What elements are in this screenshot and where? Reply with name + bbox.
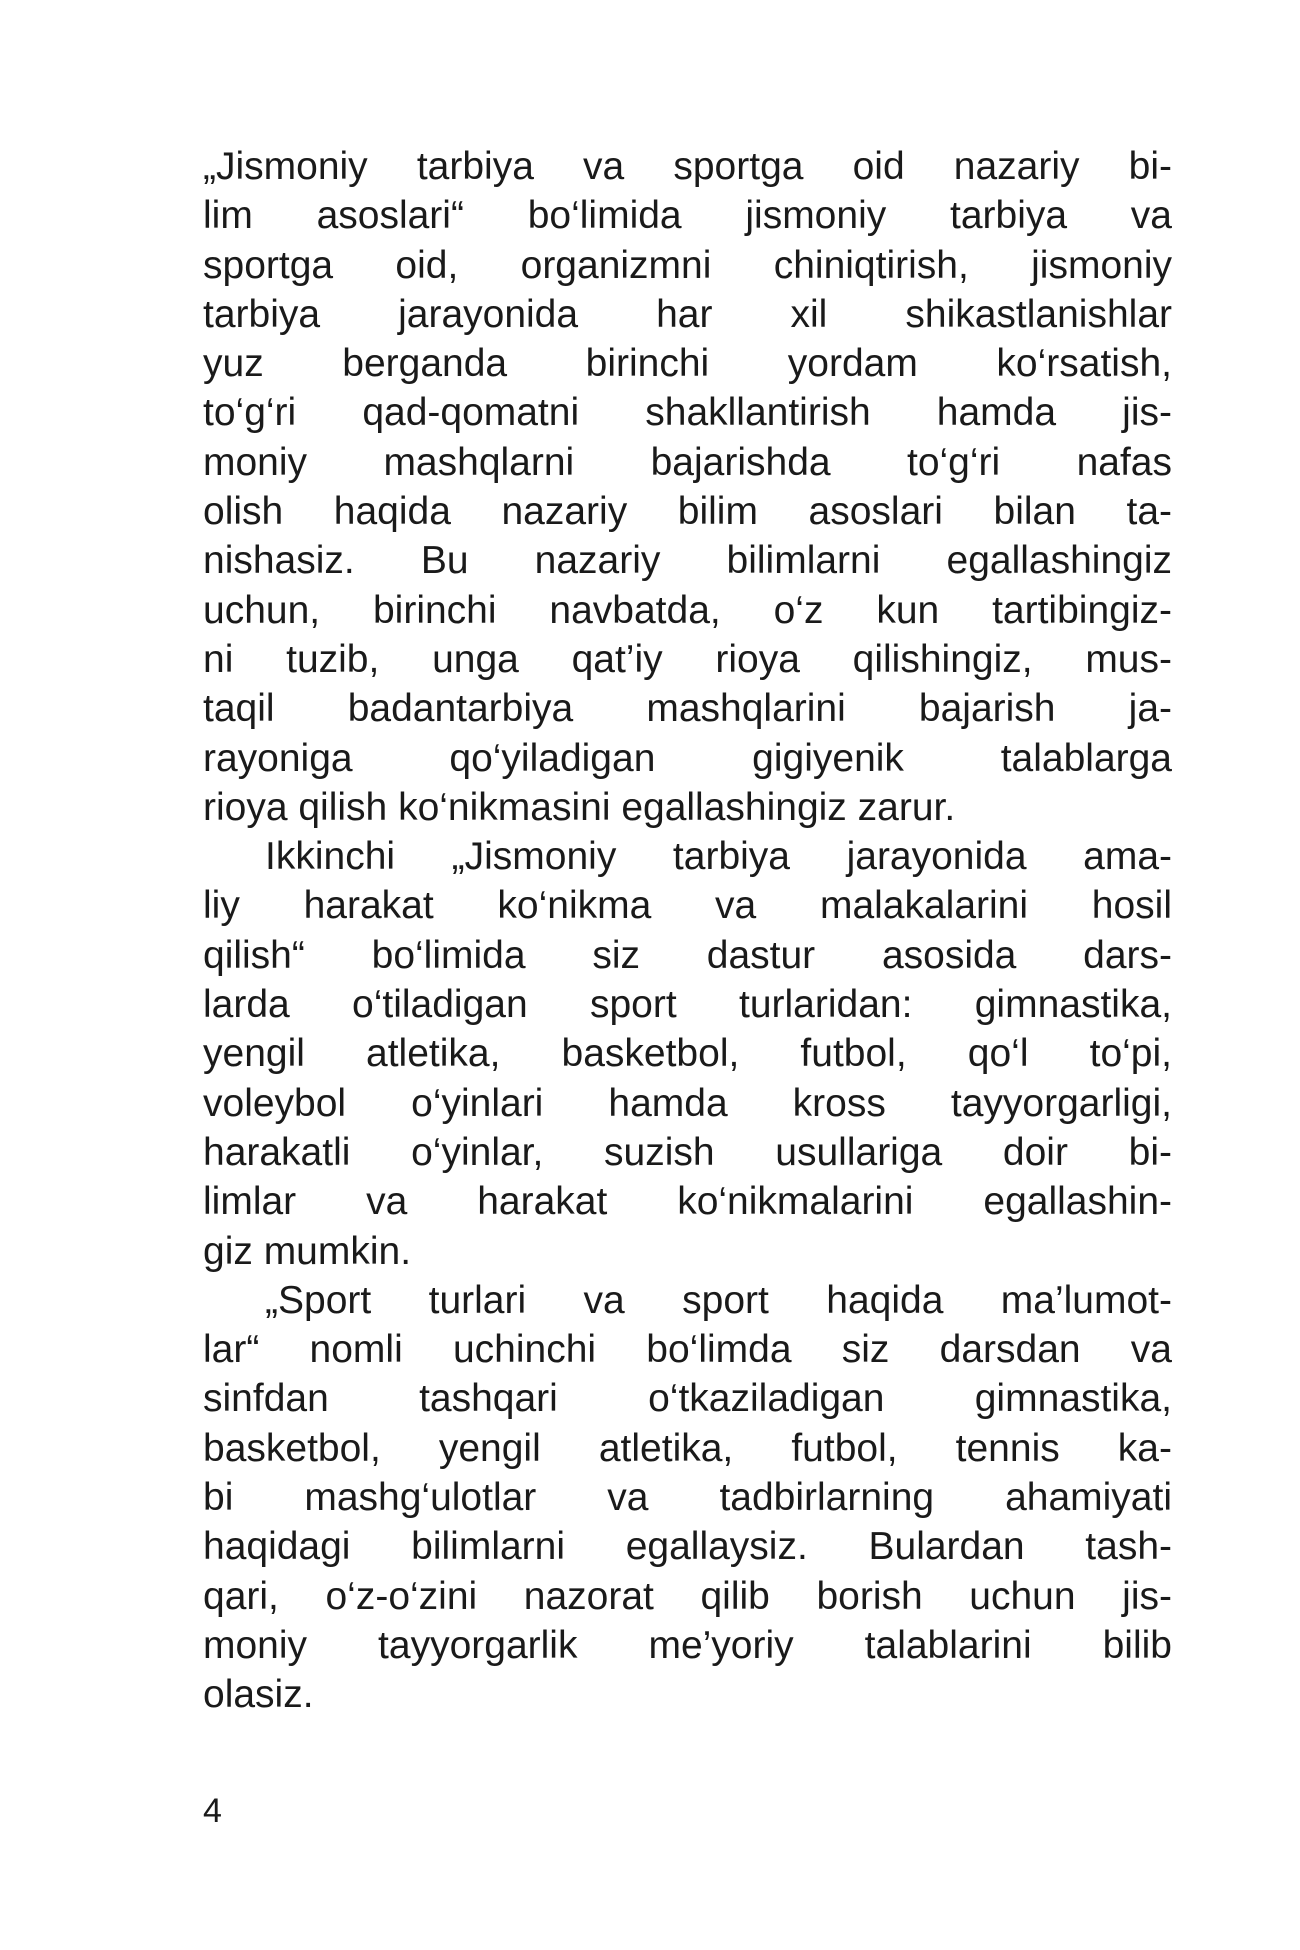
text-line: lar“ nomli uchinchi bo‘limda siz darsdan va [203,1328,1172,1372]
text-line: uchun, birinchi navbatda, o‘z kun tartibingiz- [203,588,1172,632]
text-line: sportga oid, organizmni chiniqtirish, jismoniy [203,243,1172,287]
text-line: liy harakat ko‘nikma va malakalarini hosil [203,884,1172,928]
page-number: 4 [203,1792,222,1830]
paragraph [203,142,1172,832]
text-line: nishasiz. Bu nazariy bilimlarni egallashingiz [203,539,1172,583]
document-page [203,142,1172,1922]
text-line: „Jismoniy tarbiya va sportga oid nazariy bi- [203,145,1172,188]
text-line: lim asoslari“ bo‘limida jismoniy tarbiya va [203,194,1172,238]
text-line: rayoniga qo‘yiladigan gigiyenik talablarga [203,736,1172,780]
text-line: tarbiya jarayonida har xil shikastlanishlar [203,292,1172,336]
text-line: moniy tayyorgarlik me’yoriy talablarini bilib [203,1623,1172,1667]
text-line: limlar va harakat ko‘nikmalarini egallashin- [203,1180,1172,1224]
text-line: yuz berganda birinchi yordam ko‘rsatish, [203,342,1172,386]
text-line: moniy mashqlarni bajarishda to‘g‘ri nafas [203,440,1172,484]
text-line: yengil atletika, basketbol, futbol, qo‘l to‘pi, [203,1032,1172,1076]
text-line: voleybol o‘yinlari hamda kross tayyorgarligi, [203,1081,1172,1125]
text-line: harakatli o‘yinlar, suzish usullariga doir bi- [203,1130,1172,1174]
text-line: larda o‘tiladigan sport turlaridan: gimnastika, [203,983,1172,1027]
text-line: sinfdan tashqari o‘tkaziladigan gimnastika, [203,1377,1172,1421]
text-line: basketbol, yengil atletika, futbol, tennis ka- [203,1426,1172,1470]
text-line: qilish“ bo‘limida siz dastur asosida dars- [203,933,1172,977]
text-line: rioya qilish ko‘nikmasini egallashingiz zarur. [203,785,956,829]
text-line: ni tuzib, unga qat’iy rioya qilishingiz, mus- [203,637,1172,681]
text-line: „Sport turlari va sport haqida ma’lumot- [265,1278,1172,1322]
text-line: olish haqida nazariy bilim asoslari bilan ta- [203,490,1172,534]
text-line: to‘g‘ri qad-qomatni shakllantirish hamda jis- [203,391,1172,435]
paragraph [203,1276,1172,1720]
text-line: bi mashg‘ulotlar va tadbirlarning ahamiyati [203,1476,1172,1520]
text-line: Ikkinchi „Jismoniy tarbiya jarayonida ama- [265,835,1172,879]
body-text [203,142,1172,1720]
text-line: giz mumkin. [203,1229,412,1273]
text-line: haqidagi bilimlarni egallaysiz. Bulardan tash- [203,1525,1172,1569]
paragraph [203,832,1172,1276]
text-line: taqil badantarbiya mashqlarini bajarish ja- [203,687,1172,731]
text-line: olasiz. [203,1673,314,1717]
text-line: qari, o‘z-o‘zini nazorat qilib borish uchun jis- [203,1574,1172,1618]
